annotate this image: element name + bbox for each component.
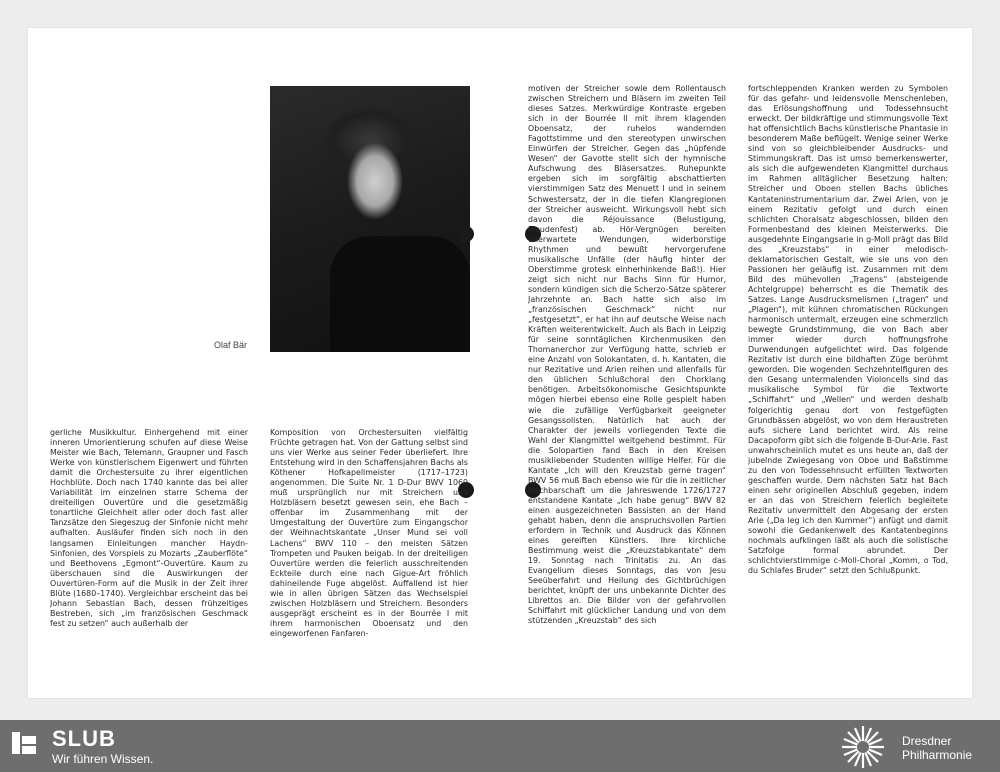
- portrait-photo: [270, 86, 470, 352]
- text-column-2: [270, 428, 468, 664]
- slub-logo-icon: [10, 728, 40, 758]
- text-column-4: [748, 84, 948, 664]
- philharmonie-sunburst-icon: [840, 724, 886, 770]
- footer-bar: [0, 720, 1000, 772]
- column-text: Komposition von Orchestersuiten vielfältig Früchte getragen hat. Von der Gattung selbst sind uns vier Werke aus seiner Feder überliefert. Ihre Entstehung wird in den Schaffensjahren Bachs als Köthener Hofkapellmeister (1717–1723) angenommen. Die Suite Nr. 1 D-Dur BWV 1069 muß ursprünglich nur mit Streichern und Holzbläsern besetzt gewesen sein, ehe Bach – offenbar im Zusammenhang mit der Umgestaltung der Ouvertüre zum Eingangschor der Weihnachtskantate „Unser Mund sei voll Lachens“ BWV 110 – den meisten Sätzen Trompeten und Pauken beigab. In der dreiteiligen Ouvertüre werden die feierlich ausschreitenden Eckteile durch eine nach Gigue-Art fröhlich dahineilende Fuge abgelöst. Auffallend ist hier wie in allen übrigen Sätzen das Wechselspiel zwischen Holzbläsern und Streichern. Besonders ausgeprägt erscheint es in der Bourrée I mit ihrem harmonischen Oboensatz und den eingeworfenen Fanfaren-: [270, 428, 468, 638]
- philharmonie-name: Dresdner Philharmonie: [902, 734, 973, 762]
- document-page: [28, 28, 972, 698]
- column-text: gerliche Musikkultur. Einhergehend mit einer inneren Umorientierung schufen auf diese Weise Meister wie Bach, Telemann, Graupner und Fasch Werke von künstlerischem Eigenwert und führten damit die Orchestersuite zu ihrer eigentlichen Hochblüte. Doch nach 1740 kannte das bei aller Variabilität im einzelnen starre Schema der dreiteiligen Ouvertüre und die gesetzmäßig tonartliche Gleichheit aller oder doch fast aller Tanzsätze den Siegeszug der Sinfonie nicht mehr aufhalten. Ausläufer finden sich noch in den langsamen Einleitungen mancher Haydn-Sinfonien, des Vorspiels zu Mozarts „Zauberflöte“ und Beethovens „Egmont“-Ouvertüre. Kaum zu überschauen sind die Auswirkungen der Ouvertüren-Form auf die Musik in der Zeit ihrer Blüte (1680–1740). Vergleichbar erscheint das bei Johann Sebastian Bach, dessen frühzeitiges Bestreben, sich „im französischen Geschmack fest zu setzen“ auch außerhalb der: [50, 428, 248, 628]
- punch-hole: [458, 226, 474, 242]
- slub-slogan: Wir führen Wissen.: [52, 752, 154, 766]
- text-column-1: [50, 428, 248, 664]
- slub-brand: SLUB: [52, 726, 116, 751]
- column-text: fortschleppenden Kranken werden zu Symbolen für das gefahr- und leidensvolle Menschenleben, das Erlösungshoffnung und Todessehnsucht erweckt. Der bildkräftige und stimmungsvolle Text hat offensichtlich Bachs künstlerische Phantasie in besonderem Maße beflügelt. Wenige seiner Werke sind von so gleichbleibender Ausdrucks- und Stimmungskraft. Das ist umso bemerkenswerter, als sich die aufgewendeten Klangmittel durchaus im Rahmen alltäglicher Besetzung halten: Streicher und Oboen stellen Bachs übliches Kantateninstrumentarium dar. Zwei Arien, von je einem Rezitativ gefolgt und durch einen schlichten Choralsatz abgeschlossen, bilden den Formenbestand des kleinen Meisterwerks. Die ausgedehnte Eingangsarie in g-Moll prägt das Bild des „Kreuzstabs“ in einer melodisch-deklamatorischen Gestalt, wie sie uns von den Passionen her geläufig ist. Zusammen mit dem Bild des mühevollen „Tragens“ (absteigende Achtelgruppe) beherrscht es die Thematik des Satzes. Lange Ausdrucksmelismen („tragen“ und „Plagen“), mit kühnen chromatischen Rückungen harmonisch untermalt, erzeugen eine schmerzlich bewegte Grundstimmung, die von Bach aber immer wieder durch hoffnungsfrohe Durwendungen aufgelichtet wird. Das folgende Rezitativ ist durch eine bildhaften Züge berühmt geworden. Die wogenden Sechzehntelfiguren des den Gesang untermalenden Violoncells sind das musikalische Symbol für die Textworte „Schiffahrt“ und „Wellen“ und werden deshalb folgerichtig genau dort von festgefügten Grundbässen abgelöst, wo von dem Heraustreten aufs sichere Land berichtet wird. Als reine Dacapoform gibt sich die folgende B-Dur-Arie. Fast unwahrscheinlich mutet es uns heute an, daß der jubelnde Zwiegesang von Oboe und Baßstimme zu den von Todessehnsucht erfüllten Textworten geschaffen wurde. Dem nächsten Satz hat Bach einen sehr originellen Abschluß gegeben, indem er an das von Streichern feierlich begleitete Rezitativ unvermittelt den Abgesang der ersten Arie („Da leg ich den Kummer“) anfügt und damit sowohl die Gedankenwelt des Kantatenbeginns nochmals aufklingen läßt als auch die solistische Satzfolge formal abrundet. Der schlichtvierstimmige c-Moll-Choral „Komm, o Tod, du Schlafes Bruder“ setzt den Schlußpunkt.: [748, 84, 948, 576]
- photo-caption: Olaf Bär: [214, 340, 248, 350]
- column-text: motiven der Streicher sowie dem Rollentausch zwischen Streichern und Bläsern im zweiten Teil dieses Satzes. Merkwürdige Kontraste ergeben sich in der Bourrée II mit ihrem klagenden Oboensatz, der ruhelos wandernden Fagottstimme und den stereotypen unwirschen Einwürfen der Streicher. Gegen das „hüpfende Wesen“ der Gavotte stellt sich der hymnische Aufschwung des Bläsersatzes. Ruhepunkte ergeben sich im sorgfältig abschattierten vierstimmigen Satz des Menuett I und in seinem Schwestersatz, der in die tiefen Klangregionen der Streicher ausweicht. Wirkungsvoll hebt sich davon die Réjouissance (Belustigung, Freudenfest) ab. Hör-Vergnügen bereiten unerwartete Wendungen, widerborstige Rhythmen und bewußt hervorgerufene musikalische Unfälle (der häufig hinter der Oberstimme grotesk einherhinkende Baß!). Hier zeigt sich nicht nur Bachs Sinn für Humor, sondern kündigen sich die Scherzo-Sätze späterer Jahrzehnte an. Bach hatte sich also im „französischen Geschmack“ nicht nur „festgesetzt“, er hat ihn auf deutsche Weise nach Kräften weiterentwickelt. Auch als Bach in Leipzig für seine sonntäglichen Kirchenmusiken den Thomanerchor zur Verfügung hatte, schrieb er eine Anzahl von Solokantaten, d. h. Kantaten, die nur Rezitative und Arien reihen und allenfalls für den üblichen Schlußchoral den Chorklang benötigen. Arbeitsökonomische Gesichtspunkte mögen hierbei ebenso eine Rolle gespielt haben wie die zufällige Verfügbarkeit geeigneter Gesangssolisten. Natürlich hat auch der Charakter der jeweils vorliegenden Texte die Wahl der Klangmittel weitgehend bestimmt. Für die Solopartien fand Bach in den Kreisen musikliebender Studenten willige Helfer. Für die Kantate „Ich will den Kreuzstab gerne tragen“ BWV 56 muß Bach ebenso wie für die in zeitlicher Nachbarschaft um die Jahreswende 1726/1727 entstandene Kantate „Ich habe genug“ BWV 82 einen ausgezeichneten Bassisten an der Hand gehabt haben, denn die anspruchsvollen Partien erfordern in Technik und Ausdruck das Können eines gereiften Künstlers. Ihre kirchliche Bestimmung weist die „Kreuzstabkantate“ dem 19. Sonntag nach Trinitatis zu. An das Evangelium dieses Sonntags, das von Jesu Seeüberfahrt und Heilung des Gichtbrüchigen berichtet, knüpft der uns unbekannte Dichter des Librettos an. Die Bilder von der gefahrvollen Schiffahrt mit glücklicher Landung und von dem stützenden „Kreuzstab“ des sich: [528, 84, 726, 626]
- text-column-3: [528, 84, 726, 664]
